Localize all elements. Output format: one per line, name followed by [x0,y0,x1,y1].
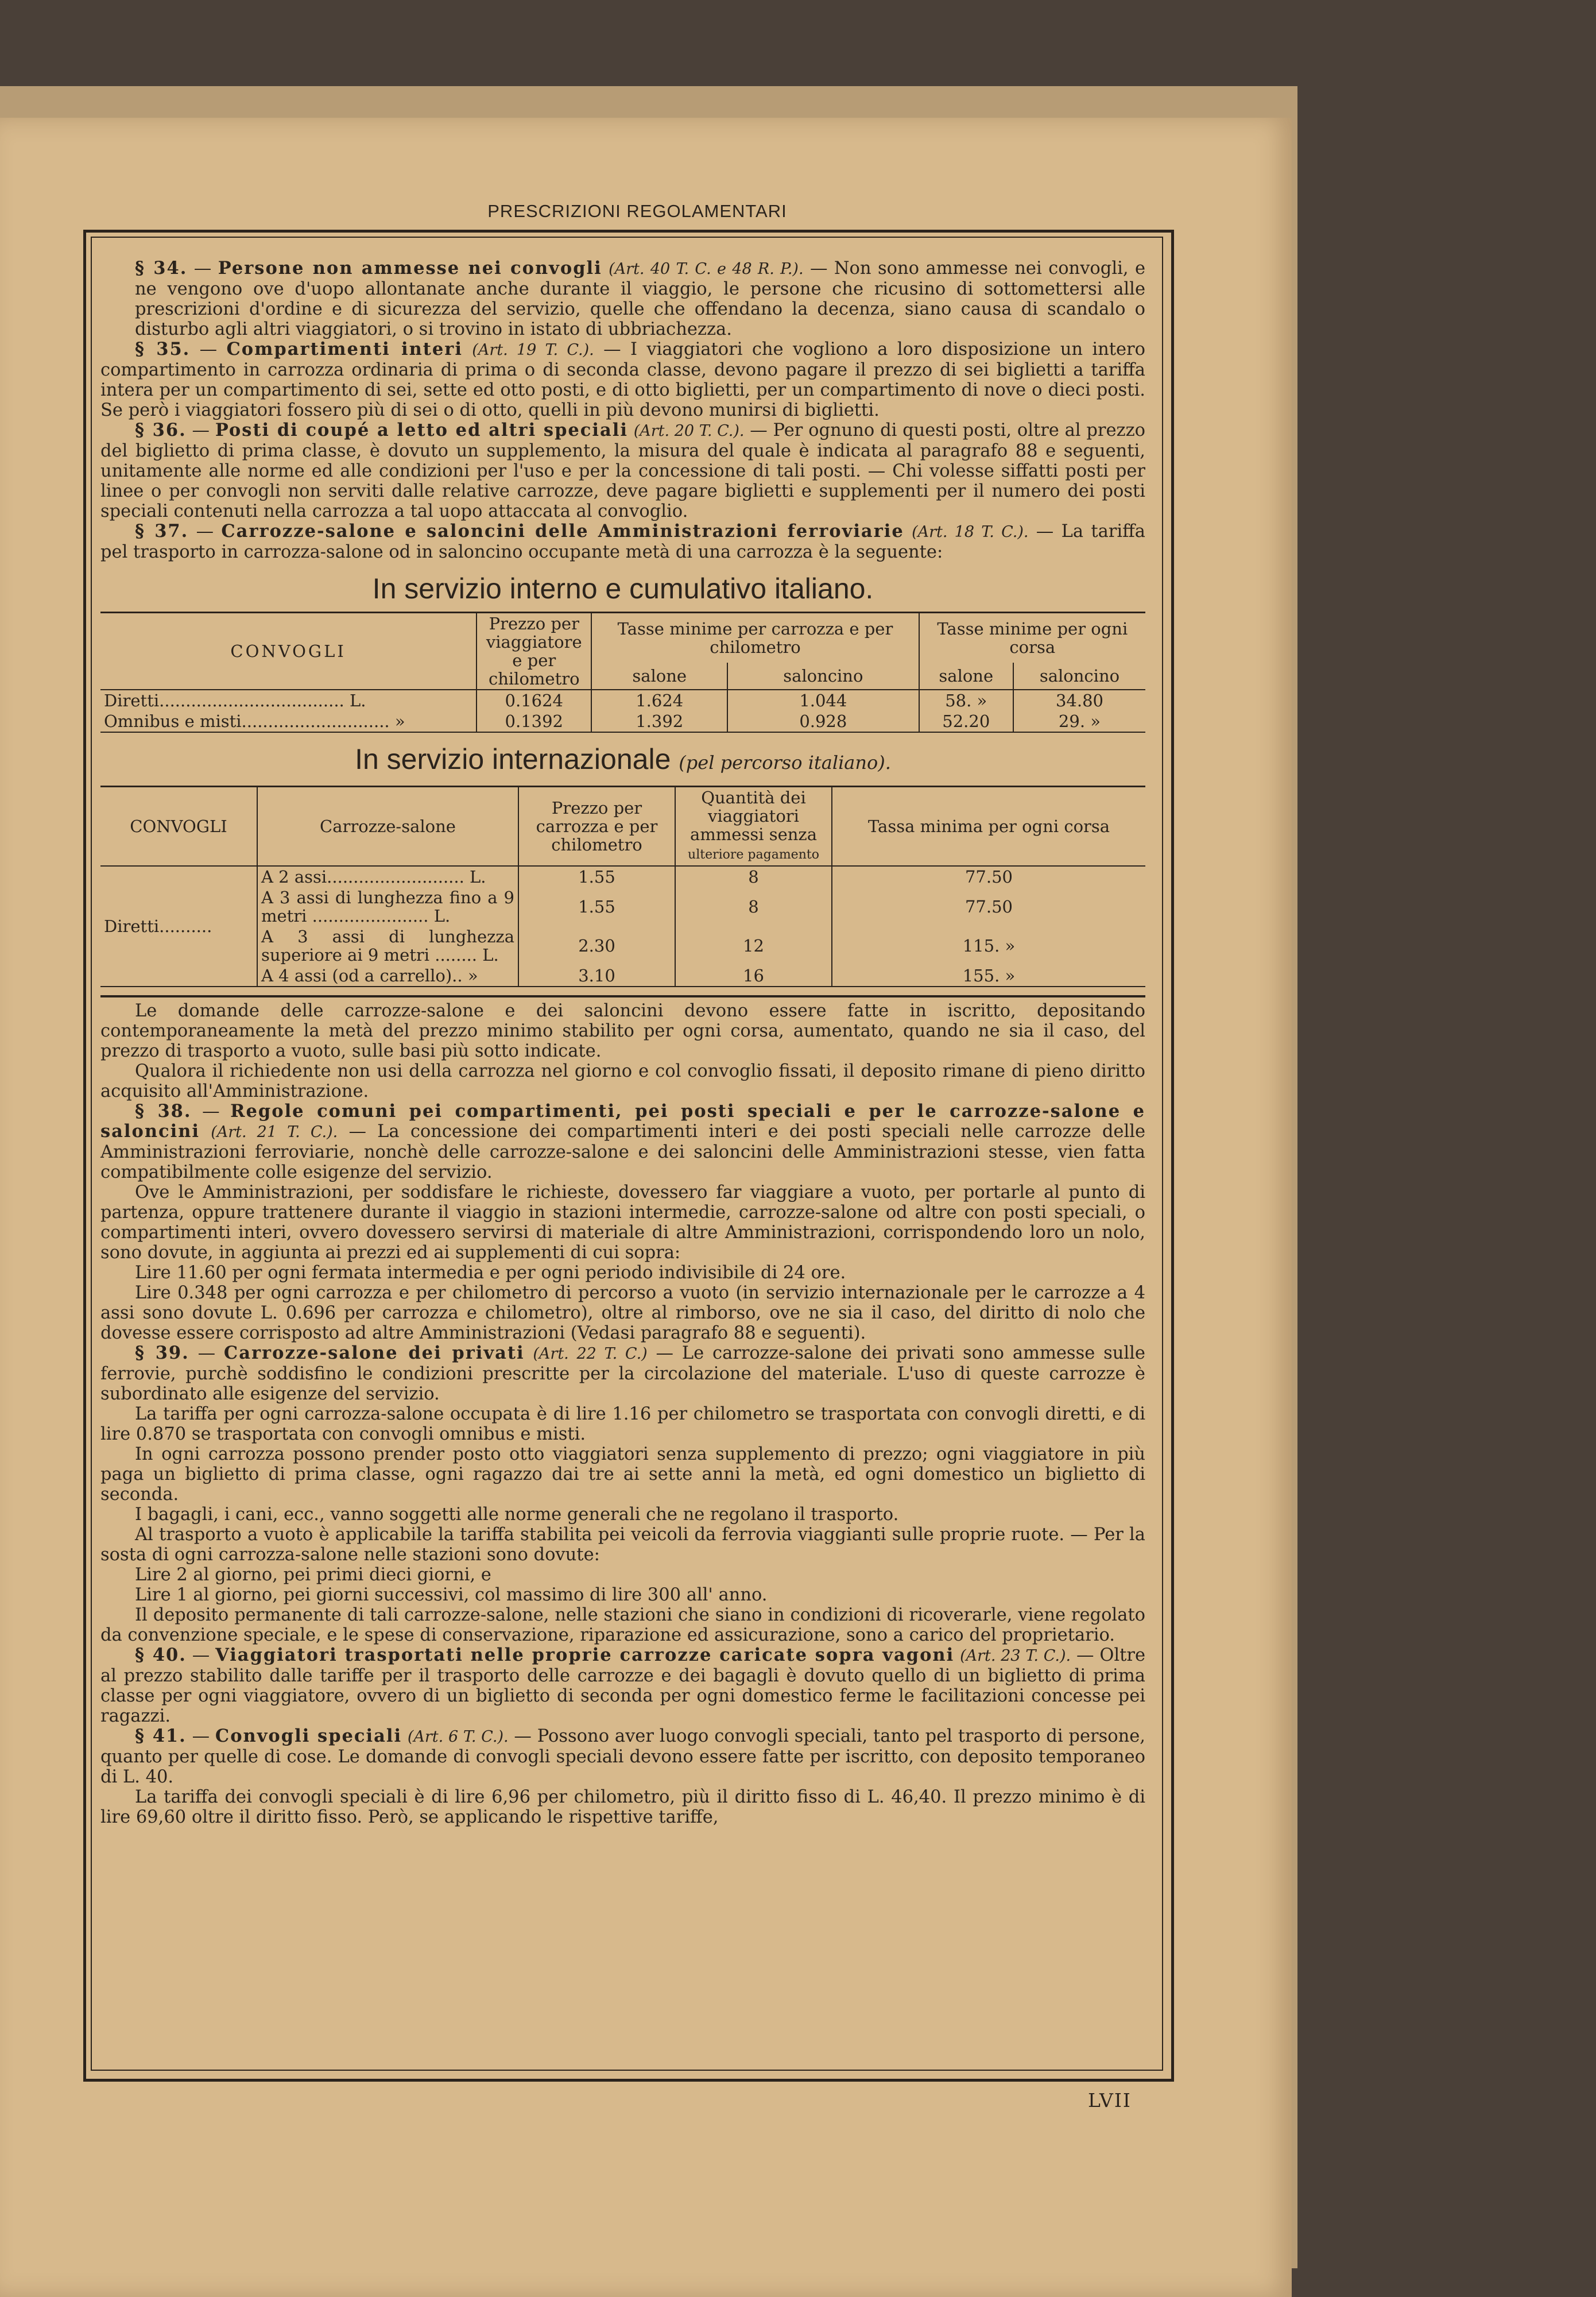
table-row [100,711,1145,732]
section-text: — La tariffa pel trasporto in carrozza-salone od in saloncino occupante metà di una carrozza è la seguente: [100,521,1145,562]
section-title: Carrozze-salone dei privati [223,1343,525,1363]
section-text: — Non sono ammesse nei convogli, e ne vengono ove d'uopo allontanate anche durante il viaggio, le persone che ricusino di sottomettersi alle prescrizioni d'ordine e di sicurezza del servizio, quelle che offendano la decenza, siano causa di scandalo o disturbo agli altri viaggiatori, o si trovino in istato di ubbriachezza. [135,258,1145,339]
section-number: § 36. [135,420,187,440]
section-title: Viaggiatori trasportati nelle proprie carrozze caricate sopra vagoni [215,1645,955,1665]
table2-heading-sub: (pel percorso italiano). [679,752,891,774]
cell-km-salone: 1.624 [591,690,727,711]
cell-qty: 8 [675,887,832,926]
section-title: Regole comuni pei compartimenti, pei posti speciali e per le carrozze-salone e saloncini [100,1101,1145,1142]
cell-corsa-salone: 58. » [919,690,1013,711]
page-number: LVII [1088,2089,1132,2112]
cell-tassa: 77.50 [832,866,1145,887]
section-39: § 39. — Carrozze-salone dei privati (Art. 22 T. C.) — Le carrozze-salone dei privati sono ammesse sulle ferrovie, purchè soddisfino le condizioni prescritte per la circolazione del materiale. L'uso di queste carrozze è subordinato alle esigenze del servizio. [100,1343,1145,1404]
col-convogli: CONVOGLI [130,817,227,836]
section-number: § 39. [135,1343,189,1363]
paragraph: Qualora il richiedente non usi della carrozza nel giorno e col convoglio fissati, il deposito rimane di pieno diritto acquisito all'Amministrazione. [100,1061,1145,1101]
cell-desc: A 2 assi.......................... L. [257,866,518,887]
col-convogli: CONVOGLI [100,613,477,690]
cell-prezzo: 3.10 [518,965,675,987]
cell-prezzo: 2.30 [518,926,675,965]
page-content [100,258,1145,1827]
paragraph: La tariffa per ogni carrozza-salone occupata è di lire 1.16 per chilometro se trasportata con convogli diretti, e di lire 0.870 se trasportata con convogli omnibus e misti. [100,1404,1145,1444]
section-41: § 41. — Convogli speciali (Art. 6 T. C.). — Possono aver luogo convogli speciali, tanto pel trasporto di persone, quanto per quelle di cose. Le domande di convogli speciali devono essere fatte per iscritto, con deposito temporaneo di L. 40. [100,1726,1145,1787]
cell-desc: A 3 assi di lunghezza superiore ai 9 metri ........ L. [257,926,518,965]
cell-tassa: 77.50 [832,887,1145,926]
section-38: § 38. — Regole comuni pei compartimenti, pei posti speciali e per le carrozze-salone e saloncini (Art. 21 T. C.). — La concessione dei compartimenti interi e dei posti speciali nelle carrozze delle Amministrazioni ferroviarie, nonchè delle carrozze-salone e dei saloncini delle Amministrazioni stesse, vien fatta compatibilmente colle esigenze del servizio. [100,1101,1145,1182]
row-label: Omnibus e misti............................ » [104,711,405,731]
cell-corsa-saloncino: 34.80 [1013,690,1145,711]
section-ref: (Art. 18 T. C.). [912,523,1029,541]
paragraph: Il deposito permanente di tali carrozze-salone, nelle stazioni che siano in condizioni di ricoverarle, viene regolato da convenzione speciale, e le spese di conservazione, riparazione ed assicurazione, sono a carico del proprietario. [100,1605,1145,1645]
col-quantita-label: Quantità dei viaggiatori ammessi senza [690,788,817,844]
table-row [100,690,1145,711]
col-prezzo: Prezzo per carrozza e per chilometro [518,787,675,867]
cell-desc: A 4 assi (od a carrello).. » [257,965,518,987]
section-number: § 34. [135,258,188,279]
cell-km-saloncino: 1.044 [727,690,919,711]
col-tassa: Tassa minima per ogni corsa [832,787,1145,867]
section-text: — Possono aver luogo convogli speciali, tanto pel trasporto di persone, quanto per quelle di cose. Le domande di convogli speciali devono essere fatte per iscritto, con deposito temporaneo di L. 40. [100,1726,1145,1787]
col-carrozze: Carrozze-salone [257,787,518,867]
cell-tassa: 115. » [832,926,1145,965]
sub-salone: salone [919,663,1013,690]
section-ref: (Art. 40 T. C. e 48 R. P.). [609,260,804,278]
section-text: — La concessione dei compartimenti interi e dei posti speciali nelle carrozze delle Amministrazioni ferroviarie, nonchè delle carrozze-salone e dei saloncini delle Amministrazioni stesse, vien fatta compatibilmente colle esigenze del servizio. [100,1122,1145,1182]
cell-km-salone: 1.392 [591,711,727,732]
paragraph: Lire 1 al giorno, pei giorni successivi, col massimo di lire 300 all' anno. [135,1585,768,1605]
col-quantita [675,787,832,867]
section-title: Compartimenti interi [226,339,463,359]
divider [100,995,1145,997]
cell-km-saloncino: 0.928 [727,711,919,732]
cell-qty: 8 [675,866,832,887]
table-row [100,965,1145,987]
section-37: § 37. — Carrozze-salone e saloncini delle Amministrazioni ferroviarie (Art. 18 T. C.). — La tariffa pel trasporto in carrozza-salone od in saloncino occupante metà di una carrozza è la seguente: [100,521,1145,562]
running-head: PRESCRIZIONI REGOLAMENTARI [487,201,787,221]
section-text: — Per ognuno di questi posti, oltre al prezzo del biglietto di prima classe, è dovuto un supplemento, la misura del quale è indicata al paragrafo 88 e seguenti, unitamente alle norme ed alle condizioni per l'uso e per la concessione di tali posti. — Chi volesse siffatti posti per linee o per convogli non serviti dalle relative carrozze, deve pagare biglietti e supplementi per il numero dei posti speciali contenuti nella carrozza a tal uopo attaccata al convoglio. [100,420,1145,521]
cell-prezzo: 1.55 [518,866,675,887]
sub-saloncino: saloncino [727,663,919,690]
row-label: Diretti................................... L. [104,691,366,710]
cell-qty: 16 [675,965,832,987]
table-internazionale [100,786,1145,987]
cell-tassa: 155. » [832,965,1145,987]
cell-corsa-saloncino: 29. » [1013,711,1145,732]
section-number: § 35. [135,339,191,359]
table-row [100,926,1145,965]
section-text: — Oltre al prezzo stabilito dalle tariffe per il trasporto delle carrozze e dei bagagli è dovuto quello di un biglietto di prima classe per ogni viaggiatore, ovvero di un biglietto di seconda per ogni domestico ferme le facilitazioni concesse pei ragazzi. [100,1645,1146,1726]
paragraph: Lire 0.348 per ogni carrozza e per chilometro di percorso a vuoto (in servizio internazionale per le carrozze a 4 assi sono dovute L. 0.696 per carrozza e chilometro), oltre al rimborso, ove ne sia il caso, del diritto di nolo che dovesse essere corrisposto ad altre Amministrazioni (Vedasi paragrafo 88 e seguenti). [100,1283,1145,1343]
paragraph: Al trasporto a vuoto è applicabile la tariffa stabilita pei veicoli da ferrovia viaggianti sulle proprie ruote. — Per la sosta di ogni carrozza-salone nelle stazioni sono dovute: [100,1525,1145,1565]
section-36: § 36. — Posti di coupé a letto ed altri speciali (Art. 20 T. C.). — Per ognuno di questi posti, oltre al prezzo del biglietto di prima classe, è dovuto un supplemento, la misura del quale è indicata al paragrafo 88 e seguenti, unitamente alle norme ed alle condizioni per l'uso e per la concessione di tali posti. — Chi volesse siffatti posti per linee o per convogli non serviti dalle relative carrozze, deve pagare biglietti e supplementi per il numero dei posti speciali contenuti nella carrozza a tal uopo attaccata al convoglio. [100,420,1145,521]
paragraph: La tariffa dei convogli speciali è di lire 6,96 per chilometro, più il diritto fisso di L. 46,40. Il prezzo minimo è di lire 69,60 oltre il diritto fisso. Però, se applicando le rispettive tariffe, [100,1787,1145,1827]
section-title: Persone non ammesse nei convogli [218,258,602,279]
paragraph: I bagagli, i cani, ecc., vanno soggetti alle norme generali che ne regolano il trasporto. [135,1505,899,1525]
sub-saloncino: saloncino [1013,663,1145,690]
sub-salone: salone [591,663,727,690]
table2-heading-main: In servizio internazionale [355,743,671,775]
cell-prezzo: 0.1624 [477,690,591,711]
section-ref: (Art. 22 T. C.) [533,1345,648,1363]
section-number: § 41. [135,1726,187,1746]
section-35: § 35. — Compartimenti interi (Art. 19 T. C.). — I viaggiatori che vogliono a loro disposizione un intero compartimento in carrozza ordinaria di prima o di seconda classe, devono pagare il prezzo di sei biglietti a tariffa intera per un compartimento di sei, sette ed otto posti, e di otto biglietti, per un compartimento di nove o dieci posti. Se però i viaggiatori fossero più di sei o di otto, quelli in più devono munirsi di biglietti. [100,339,1145,420]
cell-prezzo: 0.1392 [477,711,591,732]
col-prezzo: Prezzo per viaggiatore e per chilometro [477,613,591,690]
section-ref: (Art. 6 T. C.). [407,1728,509,1746]
section-ref: (Art. 20 T. C.). [633,422,745,440]
paragraph: Ove le Amministrazioni, per soddisfare le richieste, dovessero far viaggiare a vuoto, per portarle al punto di partenza, oppure trattenere durante il viaggio in stazioni intermedie, carrozze-salone od altre con posti speciali, o compartimenti interi, ovvero dovessero servirsi di materiale di altre Amministrazioni, corrispondendo loro un nolo, sono dovute, in aggiunta ai prezzi ed ai supplementi di cui sopra: [100,1182,1145,1263]
section-number: § 40. [135,1645,187,1665]
section-34: § 34. — Persone non ammesse nei convogli (Art. 40 T. C. e 48 R. P.). — Non sono ammesse nei convogli, e ne vengono ove d'uopo allontanate anche durante il viaggio, le persone che ricusino di sottomettersi alle prescrizioni d'ordine e di sicurezza del servizio, quelle che offendano la decenza, siano causa di scandalo o disturbo agli altri viaggiatori, o si trovino in istato di ubbriachezza. [135,258,1145,339]
col-tasse-km: Tasse minime per carrozza e per chilometro [591,613,919,663]
section-title: Posti di coupé a letto ed altri speciali [215,420,628,440]
row-label: Diretti.......... [104,917,212,936]
cell-prezzo: 1.55 [518,887,675,926]
table-interno [100,612,1145,733]
section-ref: (Art. 19 T. C.). [472,341,594,359]
paragraph: Lire 2 al giorno, pei primi dieci giorni, e [135,1565,491,1585]
section-title: Carrozze-salone e saloncini delle Amministrazioni ferroviarie [221,521,904,542]
table-row [100,887,1145,926]
section-title: Convogli speciali [215,1726,402,1746]
section-text: — Le carrozze-salone dei privati sono ammesse sulle ferrovie, purchè soddisfino le condizioni prescritte per la circolazione del materiale. L'uso di queste carrozze è subordinato alle esigenze del servizio. [100,1343,1145,1404]
table2-heading [100,742,1145,780]
col-quantita-note: ulteriore pagamento [688,848,819,862]
cell-desc: A 3 assi di lunghezza fino a 9 metri ...................... L. [257,887,518,926]
section-number: § 38. [135,1101,192,1122]
section-ref: (Art. 23 T. C.). [960,1647,1071,1665]
col-tasse-corsa: Tasse minime per ogni corsa [919,613,1145,663]
section-text: — I viaggiatori che vogliono a loro disposizione un intero compartimento in carrozza ordinaria di prima o di seconda classe, devono pagare il prezzo di sei biglietti a tariffa intera per un compartimento di sei, sette ed otto posti, e di otto biglietti, per un compartimento di nove o dieci posti. Se però i viaggiatori fossero più di sei o di otto, quelli in più devono munirsi di biglietti. [100,339,1145,420]
section-number: § 37. [135,521,189,542]
table1-heading: In servizio interno e cumulativo italiano. [372,573,874,605]
table-row [100,866,1145,887]
cell-qty: 12 [675,926,832,965]
paragraph: In ogni carrozza possono prender posto otto viaggiatori senza supplemento di prezzo; ogni viaggiatore in più paga un biglietto di prima classe, ogni ragazzo dai tre ai sette anni la metà, ed ogni domestico un biglietto di seconda. [100,1444,1145,1505]
section-40: § 40. — Viaggiatori trasportati nelle proprie carrozze caricate sopra vagoni (Art. 23 T. C.). — Oltre al prezzo stabilito dalle tariffe per il trasporto delle carrozze e dei bagagli è dovuto quello di un biglietto di prima classe per ogni viaggiatore, ovvero di un biglietto di seconda per ogni domestico ferme le facilitazioni concesse pei ragazzi. [100,1645,1146,1726]
paragraph: Lire 11.60 per ogni fermata intermedia e per ogni periodo indivisibile di 24 ore. [135,1263,846,1283]
section-ref: (Art. 21 T. C.). [211,1123,338,1141]
paragraph: Le domande delle carrozze-salone e dei saloncini devono essere fatte in iscritto, depositando contemporaneamente la metà del prezzo minimo stabilito per ogni corsa, aumentato, quando ne sia il caso, del prezzo di trasporto a vuoto, sulle basi più sotto indicate. [100,1001,1145,1061]
cell-corsa-salone: 52.20 [919,711,1013,732]
